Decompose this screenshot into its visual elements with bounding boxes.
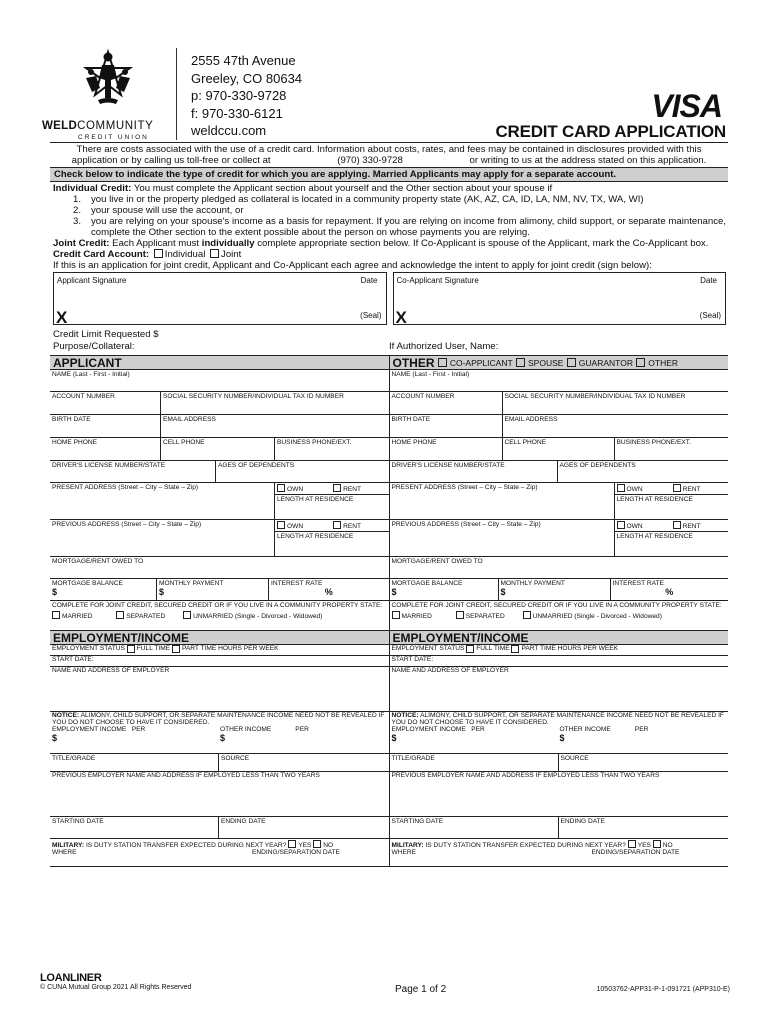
other-monthly-field[interactable]: MONTHLY PAYMENT $ xyxy=(498,579,610,600)
other-rate-field[interactable]: INTEREST RATE % xyxy=(610,579,729,600)
credit-limit-section xyxy=(50,327,728,355)
applicant-present-address-field[interactable]: PRESENT ADDRESS (Street – City – State – Zip) xyxy=(52,484,199,491)
other-previous-address-field[interactable]: PREVIOUS ADDRESS (Street – City – State – Zip) xyxy=(391,521,541,528)
applicant-cell-phone-field[interactable]: CELL PHONE xyxy=(160,438,274,460)
other-military-no-checkbox[interactable] xyxy=(653,840,661,848)
list-item: 1. you live in or the property pledged as collateral is located in a community property state (AK, AZ, CA, ID, LA, NM, NV, TX, WA, WI) xyxy=(73,194,644,205)
other-military-yes-checkbox[interactable] xyxy=(628,840,636,848)
address-line: Greeley, CO 80634 xyxy=(191,70,303,86)
authorized-user-field[interactable]: If Authorized User, Name: xyxy=(389,341,499,352)
other-birth-field[interactable]: BIRTH DATE xyxy=(391,416,431,423)
other-employer-field[interactable]: NAME AND ADDRESS OF EMPLOYER xyxy=(390,667,729,712)
other-starting-date-field[interactable]: STARTING DATE xyxy=(391,818,444,825)
page-title: CREDIT CARD APPLICATION xyxy=(495,122,726,141)
other-previous-own-checkbox[interactable] xyxy=(617,521,625,529)
other-ssn-field[interactable]: SOCIAL SECURITY NUMBER/INDIVIDUAL TAX ID NUMBER xyxy=(502,392,729,414)
applicant-military-yes-checkbox[interactable] xyxy=(288,840,296,848)
other-owed-to-field[interactable]: MORTGAGE/RENT OWED TO xyxy=(391,558,483,565)
application-form xyxy=(50,142,728,867)
visa-logo: VISA xyxy=(651,88,722,124)
star-people-logo-icon xyxy=(80,48,136,106)
guarantor-checkbox[interactable] xyxy=(567,358,576,367)
other-present-rent-checkbox[interactable] xyxy=(673,484,681,492)
signature-row xyxy=(53,272,726,325)
applicant-name-field[interactable]: NAME (Last - First - Initial) xyxy=(52,371,130,378)
fax-line: f: 970-330-6121 xyxy=(191,105,283,121)
applicant-married-checkbox[interactable] xyxy=(52,611,60,619)
other-present-address-field[interactable]: PRESENT ADDRESS (Street – City – State – Zip) xyxy=(391,484,538,491)
other-married-checkbox[interactable] xyxy=(392,611,400,619)
other-checkbox[interactable] xyxy=(636,358,645,367)
other-employment-heading: EMPLOYMENT/INCOME xyxy=(390,631,729,645)
applicant-owed-to-field[interactable]: MORTGAGE/RENT OWED TO xyxy=(52,558,144,565)
individual-account-checkbox[interactable] xyxy=(154,249,163,258)
applicant-ssn-field[interactable]: SOCIAL SECURITY NUMBER/INDIVIDUAL TAX ID NUMBER xyxy=(160,392,389,414)
logo-wordmark: WELDCOMMUNITY xyxy=(42,120,154,132)
other-previous-employer-field[interactable]: PREVIOUS EMPLOYER NAME AND ADDRESS IF EMPLOYED LESS THAN TWO YEARS xyxy=(390,772,729,817)
instructions: Individual Credit: You must complete the Applicant section about yourself and the Other section about your spouse if 1. you live in or the property pledged as collateral is located in a community property state (AK, AZ, CA, ID, LA, NM, NV, TX, WA, WI) 2. your spouse will use the account, or 3. you are relying on your spouse's income as a basis for repayment. If you are relying on income from alimony, child support, or separate maintenance, complete the Other section to the extent possible about the person on whose payments you are relying. Joint Credit: Each Applicant must individually complete appropriate section below. If Co-Applicant is spouse of the Applicant, mark the Co-Applicant box. Credit Card Account: Individual Joint If this is an application for joint credit, Applicant and Co-Applicant each agree and acknowledge the intent to apply for joint credit (sign below): Applicant Signature Date X (Seal) Co-Applicant Signature Date X (Seal) xyxy=(53,183,726,327)
other-license-field[interactable]: DRIVER'S LICENSE NUMBER/STATE xyxy=(391,462,505,469)
applicant-part-time-checkbox[interactable] xyxy=(172,645,180,653)
list-item: 3. you are relying on your spouse's income as a basis for repayment. If you are relying on income from alimony, child support, or separate maintenance, complete the Other section to the extent possible about the person on whose payments you are relying. xyxy=(73,216,726,238)
applicant-home-phone-field[interactable]: HOME PHONE xyxy=(52,439,98,446)
applicant-previous-address-field[interactable]: PREVIOUS ADDRESS (Street – City – State – Zip) xyxy=(52,521,202,528)
applicant-account-field[interactable]: ACCOUNT NUMBER xyxy=(52,393,115,400)
applicant-employer-field[interactable]: NAME AND ADDRESS OF EMPLOYER xyxy=(50,667,389,712)
other-previous-rent-checkbox[interactable] xyxy=(673,521,681,529)
loanliner-logo: LOANLINER xyxy=(40,972,102,984)
applicant-previous-rent-checkbox[interactable] xyxy=(333,521,341,529)
applicant-signature-box[interactable]: Applicant Signature Date X (Seal) xyxy=(53,272,387,325)
applicant-business-phone-field[interactable]: BUSINESS PHONE/EXT. xyxy=(274,438,389,460)
applicant-rate-field[interactable]: INTEREST RATE % xyxy=(268,579,389,600)
credit-type-bar: Check below to indicate the type of credit for which you are applying. Married Applicants may apply for a separate account. xyxy=(50,167,728,182)
applicant-previous-employer-field[interactable]: PREVIOUS EMPLOYER NAME AND ADDRESS IF EMPLOYED LESS THAN TWO YEARS xyxy=(50,772,389,817)
applicant-separated-checkbox[interactable] xyxy=(116,611,124,619)
applicant-ending-date-field[interactable]: ENDING DATE xyxy=(218,817,389,838)
other-title-field[interactable]: TITLE/GRADE xyxy=(391,755,435,762)
coapplicant-checkbox[interactable] xyxy=(438,358,447,367)
other-business-phone-field[interactable]: BUSINESS PHONE/EXT. xyxy=(614,438,729,460)
coapplicant-signature-box[interactable]: Co-Applicant Signature Date X (Seal) xyxy=(393,272,727,325)
applicant-heading: APPLICANT xyxy=(50,356,389,370)
applicant-employment-heading: EMPLOYMENT/INCOME xyxy=(50,631,389,645)
applicant-dependents-field[interactable]: AGES OF DEPENDENTS xyxy=(215,461,389,482)
applicant-license-field[interactable]: DRIVER'S LICENSE NUMBER/STATE xyxy=(52,462,166,469)
applicant-section: APPLICANT NAME (Last - First - Initial) ACCOUNT NUMBER SOCIAL SECURITY NUMBER/INDIVIDUAL TAX ID NUMBER BIRTH DATE EMAIL ADDRESS HOME PHONE CELL PHONE BUSINESS PHONE/EXT. DRIVER'S LICENSE NUMBER/STATE AGES OF DEPENDENTS PRESENT ADDRESS (Street – City – State – Zip) OWN RENT LENGTH AT RESIDENCE PREVIOUS ADDRESS (Street – City – State – Zip) OWN RENT LENGTH AT RESIDENCE MORTGAGE/RENT OWED TO MORTGAGE BALANCE $ MONTHLY PAYMENT $ INTEREST RATE % COMPLETE FOR JOINT CREDIT, SECURED CREDIT OR IF YOU LIVE IN A COMMUNITY PROPERTY STATE: MARRIED SEPARATED UNMARRIED (Single - Divorced - Widowed) EMPLOYMENT/INCOME EMPLOYMENT STATUS FULL TIME PART TIME HOURS PER WEEK START DATE: NAME AND ADDRESS OF EMPLOYER NOTICE: ALIMONY, CHILD SUPPORT, OR SEPARATE MAINTENANCE INCOME NEED NOT BE REVEALED IF YOU DO NOT CHOOSE TO HAVE IT CONSIDERED. EMPLOYMENT INCOME PER $ OTHER INCOME PER $ TITLE/GRADE SOURCE PREVIOUS EMPLOYER NAME AND ADDRESS IF EMPLOYED LESS THAN TWO YEARS STARTING DATE ENDING DATE MILITARY: IS DUTY STATION TRANSFER EXPECTED DURING NEXT YEAR? YES NO WHERE ENDING/SEPARATION DATE xyxy=(50,356,389,867)
other-balance-field[interactable]: MORTGAGE BALANCE $ xyxy=(391,580,463,597)
address-line: 2555 47th Avenue xyxy=(191,53,296,68)
spouse-checkbox[interactable] xyxy=(516,358,525,367)
applicant-previous-own-checkbox[interactable] xyxy=(277,521,285,529)
other-heading: OTHER CO-APPLICANT SPOUSE GUARANTOR OTHER xyxy=(390,356,729,370)
intro-text: There are costs associated with the use of a credit card. Information about costs, rates, and fees may be contained in disclosures provided with this application or by calling us toll-free or collect at (970) 330-9728 or writing to us at the address stated on this application. xyxy=(71,144,707,166)
applicant-present-rent-checkbox[interactable] xyxy=(333,484,341,492)
other-dependents-field[interactable]: AGES OF DEPENDENTS xyxy=(557,461,729,482)
other-source-field[interactable]: SOURCE xyxy=(558,754,729,771)
page-number: Page 1 of 2 xyxy=(395,984,447,995)
page-footer xyxy=(40,972,730,1002)
other-part-time-checkbox[interactable] xyxy=(511,645,519,653)
applicant-military-no-checkbox[interactable] xyxy=(313,840,321,848)
copyright: © CUNA Mutual Group 2021 All Rights Reserved xyxy=(40,984,192,991)
other-separated-checkbox[interactable] xyxy=(456,611,464,619)
other-full-time-checkbox[interactable] xyxy=(466,645,474,653)
applicant-unmarried-checkbox[interactable] xyxy=(183,611,191,619)
applicant-starting-date-field[interactable]: STARTING DATE xyxy=(52,818,104,825)
list-item: 2. your spouse will use the account, or xyxy=(73,205,244,216)
other-section: OTHER CO-APPLICANT SPOUSE GUARANTOR OTHER NAME (Last - First - Initial) ACCOUNT NUMBER SOCIAL SECURITY NUMBER/INDIVIDUAL TAX ID NUMBER BIRTH DATE EMAIL ADDRESS HOME PHONE CELL PHONE BUSINESS PHONE/EXT. DRIVER'S LICENSE NUMBER/STATE AGES OF DEPENDENTS PRESENT ADDRESS (Street – City – State – Zip) OWN RENT LENGTH AT RESIDENCE PREVIOUS ADDRESS (Street – City – State – Zip) OWN RENT LENGTH AT RESIDENCE MORTGAGE/RENT OWED TO MORTGAGE BALANCE $ MONTHLY PAYMENT $ INTEREST RATE % COMPLETE FOR JOINT CREDIT, SECURED CREDIT OR IF YOU LIVE IN A COMMUNITY PROPERTY STATE: MARRIED SEPARATED UNMARRIED (Single - Divorced - Widowed) EMPLOYMENT/INCOME EMPLOYMENT STATUS FULL TIME PART TIME HOURS PER WEEK START DATE: NAME AND ADDRESS OF EMPLOYER NOTICE: ALIMONY, CHILD SUPPORT, OR SEPARATE MAINTENANCE INCOME NEED NOT BE REVEALED IF YOU DO NOT CHOOSE TO HAVE IT CONSIDERED. EMPLOYMENT INCOME PER $ OTHER INCOME PER $ TITLE/GRADE SOURCE PREVIOUS EMPLOYER NAME AND ADDRESS IF EMPLOYED LESS THAN TWO YEARS STARTING DATE ENDING DATE MILITARY: IS DUTY STATION TRANSFER EXPECTED DURING NEXT YEAR? YES NO WHERE ENDING/SEPARATION DATE xyxy=(389,356,729,867)
applicant-title-field[interactable]: TITLE/GRADE xyxy=(52,755,96,762)
applicant-source-field[interactable]: SOURCE xyxy=(218,754,389,771)
other-ending-date-field[interactable]: ENDING DATE xyxy=(558,817,729,838)
other-present-own-checkbox[interactable] xyxy=(617,484,625,492)
website-line: weldccu.com xyxy=(191,123,267,138)
header-divider xyxy=(176,48,177,140)
other-email-field[interactable]: EMAIL ADDRESS xyxy=(502,415,729,437)
toll-free-phone: (970) 330-9728 xyxy=(337,155,403,166)
applicant-birth-field[interactable]: BIRTH DATE xyxy=(52,416,91,423)
applicant-email-field[interactable]: EMAIL ADDRESS xyxy=(160,415,389,437)
logo-subtitle: CREDIT UNION xyxy=(78,134,149,141)
other-name-field[interactable]: NAME (Last - First - Initial) xyxy=(391,371,470,378)
credit-limit-field[interactable]: Credit Limit Requested $ xyxy=(53,329,159,340)
other-home-phone-field[interactable]: HOME PHONE xyxy=(391,439,437,446)
applicant-columns xyxy=(50,355,728,867)
purpose-field[interactable]: Purpose/Collateral: xyxy=(53,341,135,352)
phone-line: p: 970-330-9728 xyxy=(191,88,287,103)
applicant-present-own-checkbox[interactable] xyxy=(277,484,285,492)
other-cell-phone-field[interactable]: CELL PHONE xyxy=(502,438,614,460)
joint-account-checkbox[interactable] xyxy=(210,249,219,258)
individual-credit-list xyxy=(53,194,726,238)
applicant-start-date-field[interactable]: START DATE: xyxy=(50,656,389,667)
credit-union-logo xyxy=(42,48,172,141)
applicant-balance-field[interactable]: MORTGAGE BALANCE $ xyxy=(52,580,123,597)
applicant-full-time-checkbox[interactable] xyxy=(127,645,135,653)
other-account-field[interactable]: ACCOUNT NUMBER xyxy=(391,393,455,400)
contact-block xyxy=(191,52,302,140)
page-header xyxy=(40,44,730,142)
form-code: 10503762-APP31-P-1-091721 (APP310-E) xyxy=(596,986,730,993)
other-start-date-field[interactable]: START DATE: xyxy=(390,656,729,667)
other-unmarried-checkbox[interactable] xyxy=(523,611,531,619)
applicant-monthly-field[interactable]: MONTHLY PAYMENT $ xyxy=(156,579,268,600)
